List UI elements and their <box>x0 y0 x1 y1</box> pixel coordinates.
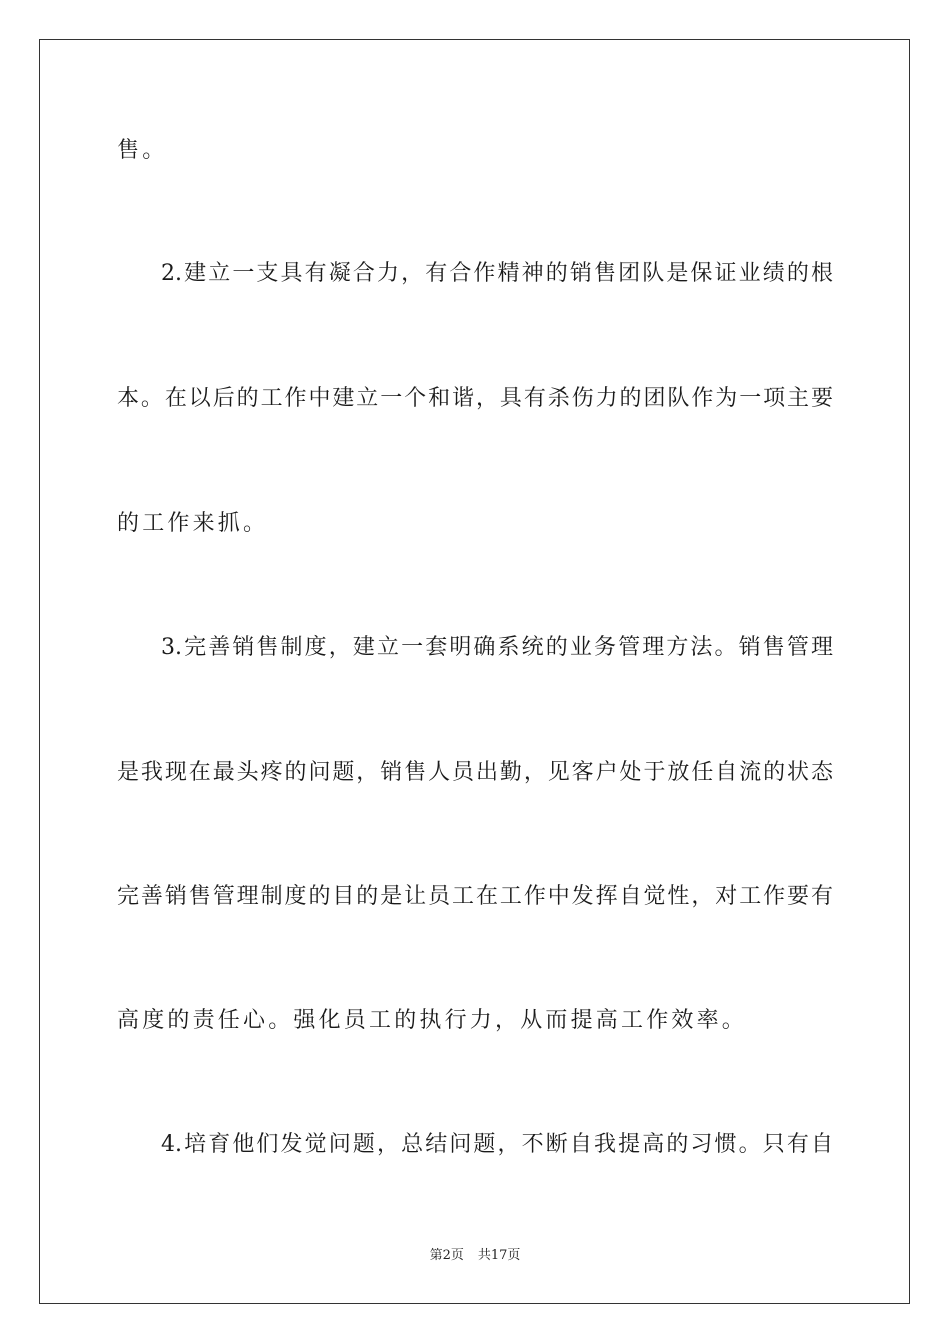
text-line-4: 的工作来抓。 <box>117 511 269 536</box>
text-line-5: 3.完善销售制度，建立一套明确系统的业务管理方法。销售管理 <box>161 635 833 660</box>
text-line-3: 本。在以后的工作中建立一个和谐，具有杀伤力的团队作为一项主要 <box>117 386 833 411</box>
text-line-7: 完善销售管理制度的目的是让员工在工作中发挥自觉性，对工作要有 <box>117 884 833 909</box>
text-line-9: 4.培育他们发觉问题，总结问题，不断自我提高的习惯。只有自 <box>161 1132 833 1157</box>
text-line-2: 2.建立一支具有凝合力，有合作精神的销售团队是保证业绩的根 <box>161 261 833 286</box>
text-line-6: 是我现在最头疼的问题，销售人员出勤，见客户处于放任自流的状态 <box>117 760 833 785</box>
page-frame <box>39 39 910 1304</box>
page-number-total: 共17页 <box>477 1248 521 1263</box>
page-footer <box>0 1247 950 1265</box>
page-number-current: 第2页 <box>429 1248 464 1263</box>
text-line-8: 高度的责任心。强化员工的执行力，从而提高工作效率。 <box>117 1008 748 1033</box>
text-line-1: 售。 <box>117 138 168 163</box>
